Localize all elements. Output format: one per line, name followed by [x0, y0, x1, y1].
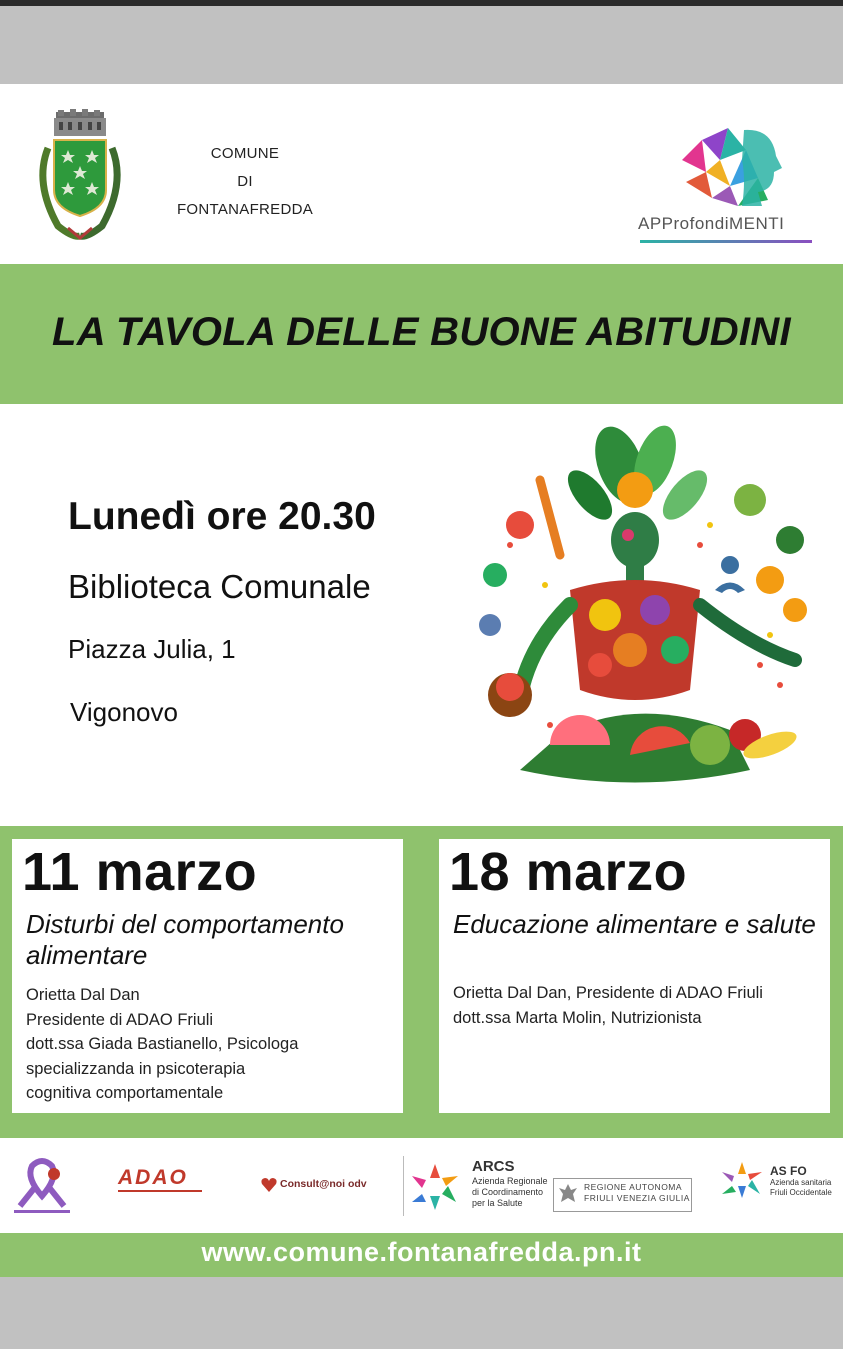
session-date: 18 marzo — [449, 842, 688, 902]
asfo-sub-line: Friuli Occidentale — [770, 1188, 832, 1197]
approfondimenti-underline — [640, 240, 812, 243]
comune-line: FONTANAFREDDA — [176, 201, 314, 218]
asfo-logo-title: AS FO — [770, 1164, 807, 1178]
asfo-logo-icon — [718, 1160, 766, 1200]
speaker-line: dott.ssa Marta Molin, Nutrizionista — [453, 1008, 702, 1027]
asfo-logo-subtitle — [770, 1178, 832, 1198]
eagle-icon — [557, 1182, 579, 1206]
session-card — [12, 839, 403, 1113]
speaker-line: Orietta Dal Dan, Presidente di ADAO Friuli — [453, 984, 763, 1002]
speaker-line: cognitiva comportamentale — [26, 1084, 224, 1102]
consultanoi-logo: Consult@noi odv — [280, 1178, 367, 1190]
bottom-gray-band — [0, 1277, 843, 1349]
approfondimenti-logo-icon — [672, 120, 784, 208]
arcs-sub-line: per la Salute — [472, 1198, 523, 1208]
top-gray-band — [0, 6, 843, 84]
session-card — [439, 839, 830, 1113]
regione-line: REGIONE AUTONOMA — [584, 1182, 683, 1192]
comune-line: COMUNE — [210, 145, 280, 162]
partner-logos — [0, 1138, 843, 1233]
website-url: www.comune.fontanafredda.pn.it — [201, 1237, 642, 1267]
arcs-sub-line: di Coordinamento — [472, 1187, 544, 1197]
regione-line: FRIULI VENEZIA GIULIA — [584, 1193, 690, 1203]
event-town: Vigonovo — [70, 697, 178, 727]
event-place: Biblioteca Comunale — [68, 568, 371, 605]
session-speakers — [453, 981, 823, 1030]
event-time: Lunedì ore 20.30 — [68, 495, 376, 538]
arcs-logo-subtitle — [472, 1176, 548, 1209]
comune-line: DI — [237, 173, 253, 190]
ribbon-logo-icon — [10, 1156, 74, 1218]
event-address: Piazza Julia, 1 — [68, 634, 236, 664]
speaker-line: Orietta Dal Dan — [26, 986, 140, 1004]
arcs-sub-line: Azienda Regionale — [472, 1176, 548, 1186]
speaker-line: specializzanda in psicoterapia — [26, 1059, 246, 1078]
speaker-line: dott.ssa Giada Bastianello, Psicologa — [26, 1035, 299, 1053]
adao-logo: ADAO — [118, 1166, 188, 1189]
heart-icon — [260, 1176, 278, 1194]
divider — [403, 1156, 404, 1216]
comune-name — [150, 140, 340, 224]
event-title: LA TAVOLA DELLE BUONE ABITUDINI — [52, 310, 791, 354]
healthy-food-illustration — [450, 425, 820, 810]
arcs-logo-icon — [406, 1160, 464, 1212]
asfo-sub-line: Azienda sanitaria — [770, 1178, 832, 1187]
session-date: 11 marzo — [22, 842, 258, 902]
approfondimenti-logo-text: APProfondiMENTI — [638, 214, 785, 233]
regione-fvg-text — [584, 1182, 690, 1204]
session-topic: Educazione alimentare e salute — [453, 909, 816, 939]
coat-of-arms-icon — [28, 108, 132, 248]
session-topic: Disturbi del comportamento alimentare — [26, 909, 344, 970]
speaker-line: Presidente di ADAO Friuli — [26, 1010, 214, 1029]
arcs-logo-title: ARCS — [472, 1158, 515, 1175]
session-speakers — [26, 983, 396, 1106]
adao-logo-underline — [118, 1190, 202, 1192]
